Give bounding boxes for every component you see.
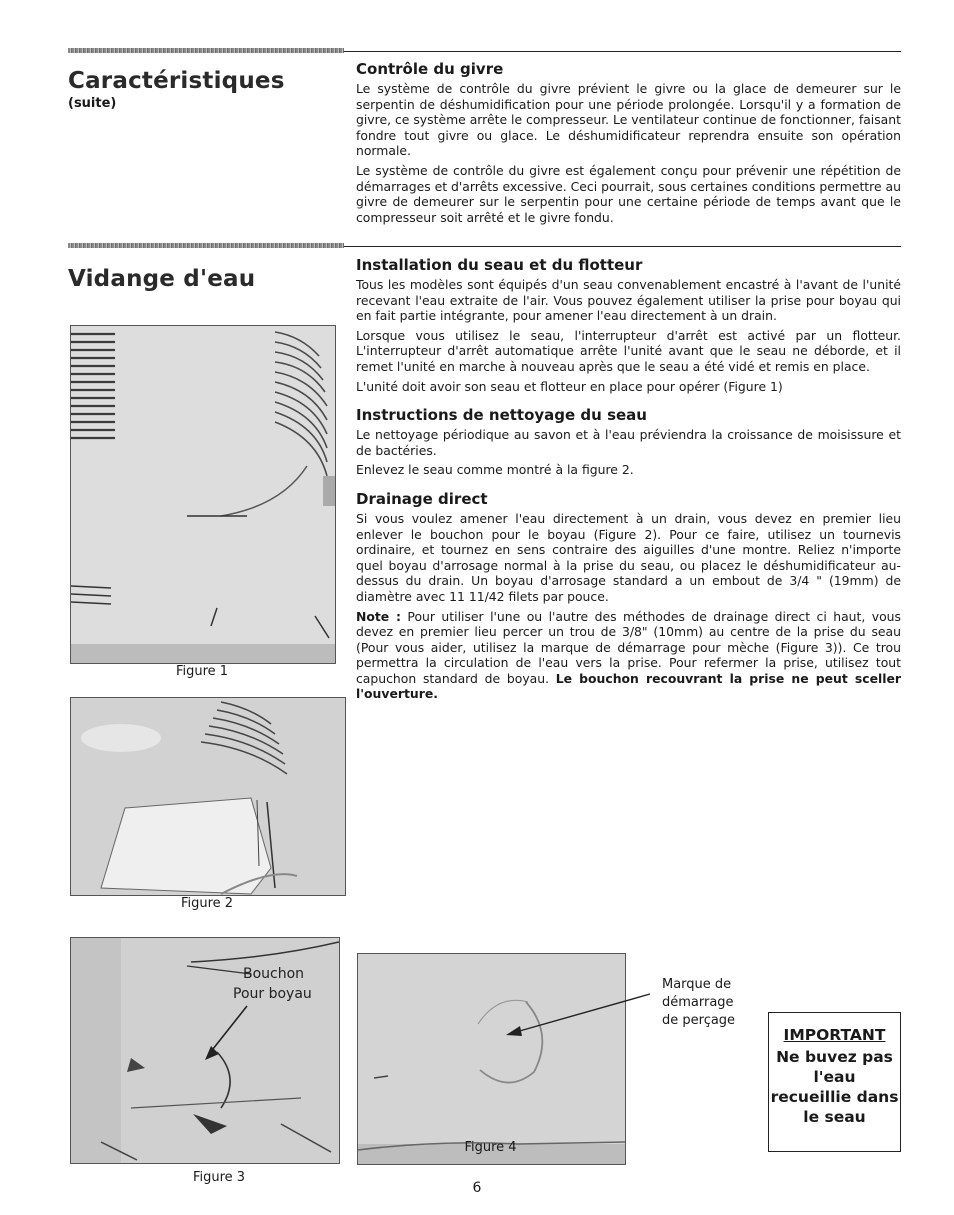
section-rule bbox=[344, 246, 901, 247]
heading-controle-givre: Contrôle du givre bbox=[356, 60, 504, 78]
paragraph: Le nettoyage périodique au savon et à l'eau préviendra la croissance de moisissure et de bactéries. bbox=[356, 427, 901, 458]
important-line-2: l'eau bbox=[813, 1068, 856, 1086]
figure-4-leader-arrow bbox=[490, 990, 660, 1040]
important-line-3: recueillie dans bbox=[770, 1088, 899, 1106]
figure-2-image bbox=[70, 697, 346, 896]
figure-4-image bbox=[357, 953, 626, 1165]
figure-4-callout-line-3: de perçage bbox=[662, 1013, 736, 1028]
section-body-vidange bbox=[356, 256, 901, 702]
important-notice bbox=[768, 1012, 901, 1152]
heading-drainage-direct: Drainage direct bbox=[356, 489, 488, 508]
note-paragraph bbox=[356, 609, 901, 703]
figure-3-label-pour-boyau: Pour boyau bbox=[233, 986, 312, 1002]
section-title-caracteristiques: Caractéristiques bbox=[68, 68, 285, 94]
paragraph: Le système de contrôle du givre prévient le givre ou la glace de demeurer sur le serpentin de déshumidification pour une période prolongée. Lorsqu'il y a formation de givre, ce système arrête le compresseur. Le ventilateur continue de fonctionner, faisant fondre tout givre ou glace. Le déshumidificateur reprendra ensuite son opération normale. bbox=[356, 81, 901, 159]
figure-1-caption: Figure 1 bbox=[175, 664, 229, 679]
figure-4-callout-line-1: Marque de bbox=[662, 977, 732, 992]
figure-3-label-bouchon: Bouchon bbox=[243, 966, 305, 982]
section-bar bbox=[68, 243, 344, 248]
figure-1-image bbox=[70, 325, 336, 664]
section-body-caracteristiques bbox=[356, 60, 901, 225]
paragraph: Le système de contrôle du givre est également conçu pour prévenir une répétition de démarrages et d'arrêts excessive. Ceci pourrait, sous certaines conditions permettre au givre de demeurer sur le serpentin pour une certaine période de temps avant que le compresseur soit arrêté et le givre fondu. bbox=[356, 162, 901, 225]
section-subtitle: (suite) bbox=[68, 96, 117, 111]
important-title: IMPORTANT bbox=[783, 1026, 886, 1044]
heading-installation-seau: Installation du seau et du flotteur bbox=[356, 256, 643, 274]
paragraph: L'unité doit avoir son seau et flotteur en place pour opérer (Figure 1) bbox=[356, 378, 783, 394]
figure-4-caption: Figure 4 bbox=[464, 1140, 517, 1155]
figure-3-caption: Figure 3 bbox=[192, 1170, 246, 1185]
note-text: Pour utiliser l'une ou l'autre des méthodes de drainage direct ci haut, vous devez en premier lieu percer un trou de 3/8" (10mm) au centre de la prise du seau (Pour vous aider, utilisez la marque de démarrage pour mèche (Figure 3)). Ce trou permettra la circulation de l'eau vers la prise. Pour refermer la prise, utilisez tout capuchon standard de boyau. bbox=[356, 608, 901, 686]
note-bold-text: Le bouchon recouvrant la prise ne peut sceller l'ouverture. bbox=[356, 670, 901, 702]
paragraph: Tous les modèles sont équipés d'un seau convenablement encastré à l'avant de l'unité recevant l'eau extraite de l'air. Vous pouvez également utiliser la prise pour boyau qui en fait partie intégrante, pour amener l'eau directement à un drain. bbox=[356, 277, 901, 324]
section-bar bbox=[68, 48, 344, 53]
paragraph: Lorsque vous utilisez le seau, l'interrupteur d'arrêt est activé par un flotteur. L'interrupteur d'arrêt automatique arrête l'unité avant que le seau ne déborde, et il remet l'unité en marche à nouveau après que le seau a été vidé et remis en place. bbox=[356, 327, 901, 374]
paragraph: Enlevez le seau comme montré à la figure 2. bbox=[356, 462, 634, 478]
section-title-vidange: Vidange d'eau bbox=[68, 266, 256, 292]
figure-4-callout-line-2: démarrage bbox=[662, 995, 734, 1010]
figure-4-callout bbox=[662, 976, 735, 1030]
note-label: Note : bbox=[356, 608, 401, 624]
figure-2-caption: Figure 2 bbox=[180, 896, 234, 911]
paragraph: Si vous voulez amener l'eau directement à un drain, vous devez en premier lieu enlever le bouchon pour le boyau (Figure 2). Pour ce faire, utilisez un tournevis ordinaire, et tournez en sens contraire des aiguilles d'une montre. Reliez n'importe quel boyau d'arrosage normal à la prise du seau, ou placez le déshumidificateur au-dessus du drain. Un boyau d'arrosage standard a un embout de 3/4 " (19mm) de diamètre avec 11 11/42 filets par pouce. bbox=[356, 510, 901, 604]
important-line-4: le seau bbox=[803, 1108, 866, 1126]
section-rule bbox=[344, 51, 901, 52]
figure-3-image bbox=[70, 937, 340, 1164]
page-number: 6 bbox=[472, 1180, 482, 1196]
important-line-1: Ne buvez pas bbox=[776, 1048, 893, 1066]
heading-nettoyage-seau: Instructions de nettoyage du seau bbox=[356, 406, 647, 425]
